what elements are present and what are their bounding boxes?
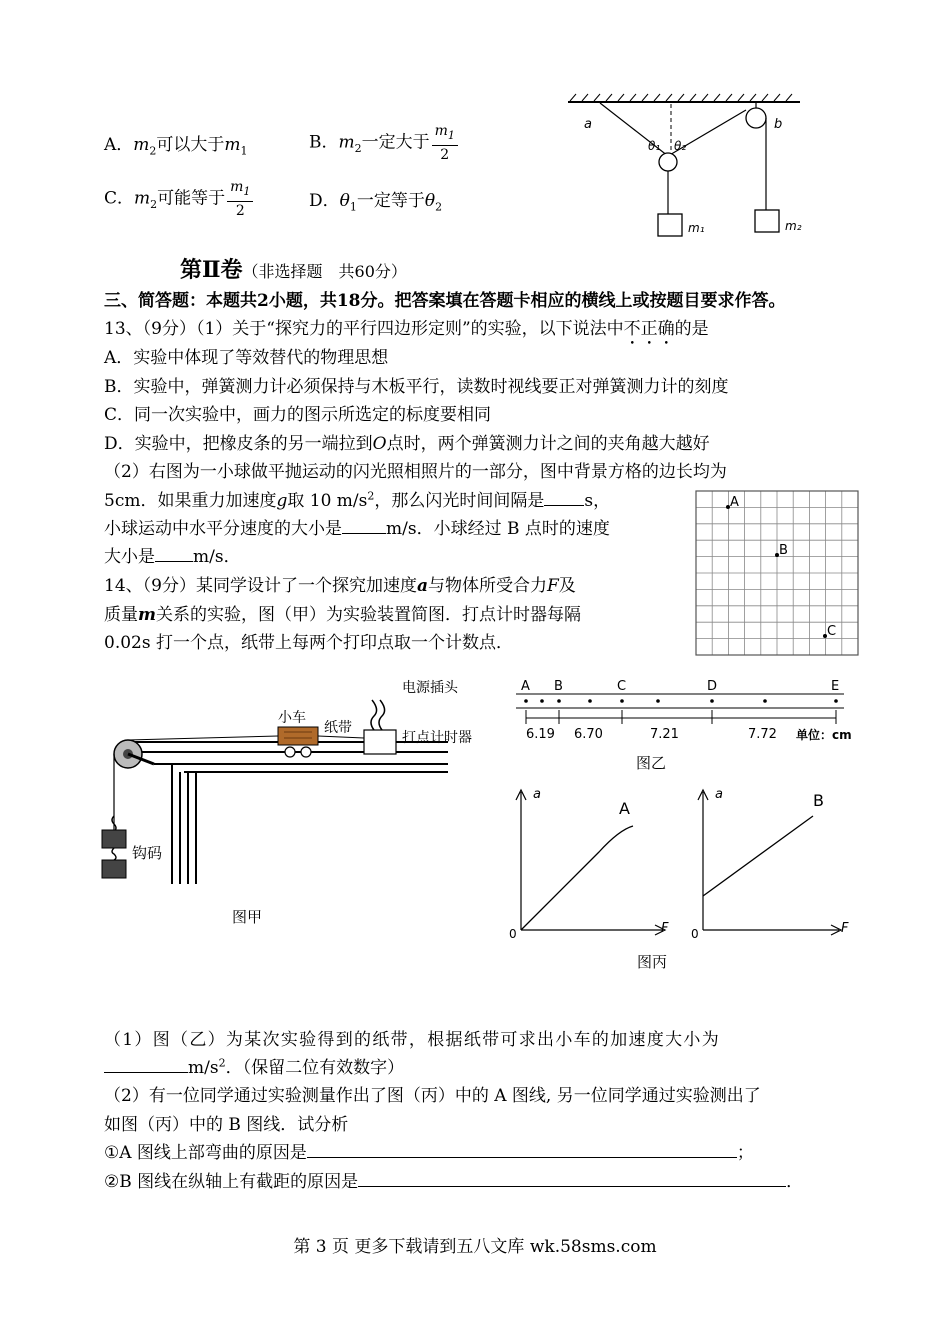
graph-b-y-label: a bbox=[715, 787, 723, 802]
q13-stem: 13、（9分）（1）关于“探究力的平行四边形定则”的实验，以下说法中不正确的是 bbox=[104, 319, 709, 339]
graph-a-origin: 0 bbox=[509, 927, 517, 941]
distance-de: 7.72 bbox=[748, 727, 777, 742]
label-point-c: C bbox=[827, 624, 837, 639]
paper-tape bbox=[318, 736, 364, 738]
string-horizontal bbox=[128, 736, 278, 740]
projectile-grid-figure bbox=[695, 490, 859, 656]
answer-blank-intercept-reason[interactable] bbox=[358, 1186, 786, 1187]
q13-option-a: A．实验中体现了等效替代的物理思想 bbox=[104, 348, 389, 368]
answer-blank-interval[interactable] bbox=[544, 505, 584, 506]
label-power-plug: 电源插头 bbox=[402, 680, 458, 696]
label-hook-weight: 钩码 bbox=[132, 844, 163, 862]
q14-part2-line1: （2）有一位同学通过实验测量作出了图（丙）中的 A 图线, 另一位同学通过实验测出了 bbox=[104, 1086, 761, 1106]
ceiling-hatch bbox=[570, 94, 792, 101]
power-cord-2 bbox=[379, 700, 385, 730]
graph-a-y-label: a bbox=[533, 787, 541, 802]
label-point-a: A bbox=[730, 495, 739, 510]
q14-line3: 0.02s 打一个点，纸带上每两个打印点取一个计数点． bbox=[104, 633, 513, 653]
q14-part1-line2: $m/s^2$．（保留二位有效数字） bbox=[104, 1053, 404, 1078]
graph-a-x-label: F bbox=[661, 921, 669, 936]
distance-bc: 6.70 bbox=[574, 727, 603, 742]
fraction-m1-over-2: $\frac{m_1}{2}$ bbox=[432, 122, 458, 164]
mass-m1 bbox=[658, 214, 682, 236]
answer-blank-b-speed[interactable] bbox=[155, 561, 193, 562]
q13-part2-line2: 5cm．如果重力加速度g取 10 $m/s^2$，那么闪光时间间隔是 s， bbox=[104, 489, 611, 511]
cart-wheel-2 bbox=[301, 747, 311, 757]
label-m2: m₂ bbox=[785, 219, 802, 233]
fixed-pulley bbox=[746, 108, 766, 128]
q13-option-c: C．同一次实验中，画力的图示所选定的标度要相同 bbox=[104, 405, 492, 425]
tape-label-d: D bbox=[707, 679, 718, 694]
label-a: a bbox=[584, 117, 592, 132]
label-tape: 纸带 bbox=[324, 720, 352, 736]
tape-label-e: E bbox=[831, 679, 840, 694]
tape-unit: 单位：cm bbox=[796, 728, 852, 742]
cart-wheel-1 bbox=[285, 747, 295, 757]
graph-b-line bbox=[703, 816, 813, 896]
answer-blank-acceleration[interactable] bbox=[104, 1072, 188, 1073]
hook2 bbox=[112, 848, 116, 860]
option-c: C．$m_2$可能等于 $\frac{m_1}{2}$ bbox=[104, 178, 253, 220]
tape-label-c: C bbox=[617, 679, 627, 694]
label-car: 小车 bbox=[278, 710, 306, 726]
q14-part2-line2: 如图（丙）中的 B 图线．试分析 bbox=[104, 1115, 349, 1135]
tape-label-b: B bbox=[554, 679, 563, 694]
option-b: B．$m_2$一定大于 $\frac{m_1}{2}$ bbox=[309, 122, 458, 164]
tape-distance-labels bbox=[526, 727, 777, 742]
label-timer: 打点计时器 bbox=[402, 730, 472, 746]
q14-part2-q2: ②B 图线在纵轴上有截距的原因是 ． bbox=[104, 1172, 804, 1192]
q14-line2: 质量m关系的实验，图（甲）为实验装置简图．打点计时器每隔 bbox=[104, 605, 581, 625]
q13-option-d: D．实验中，把橡皮条的另一端拉到O点时，两个弹簧测力计之间的夹角越大越好 bbox=[104, 434, 710, 454]
power-cord-1 bbox=[371, 700, 377, 730]
answer-blank-curve-reason[interactable] bbox=[307, 1157, 737, 1158]
caption-bing: 图丙 bbox=[637, 953, 668, 971]
label-theta2: θ₂ bbox=[674, 139, 687, 153]
caption-yi: 图乙 bbox=[636, 754, 667, 772]
tape-point-labels bbox=[521, 679, 839, 694]
option-d: D．$\theta_1$一定等于$\theta_2$ bbox=[309, 191, 443, 214]
apparatus-figure-jia bbox=[96, 672, 496, 932]
label-point-b: B bbox=[779, 543, 788, 558]
hook-weight-1 bbox=[102, 830, 126, 848]
label-b: b bbox=[774, 117, 783, 132]
graph-a-label: A bbox=[619, 799, 630, 818]
q13-option-b: B．实验中，弹簧测力计必须保持与木板平行，读数时视线要正对弹簧测力计的刻度 bbox=[104, 377, 729, 397]
tape-figure-yi bbox=[512, 676, 872, 776]
q13-part2-line1: （2）右图为一小球做平抛运动的闪光照相照片的一部分，图中背景方格的边长均为 bbox=[104, 462, 727, 482]
movable-pulley bbox=[659, 153, 677, 171]
fraction-m1-over-2: $\frac{m_1}{2}$ bbox=[227, 178, 253, 220]
graph-b-origin: 0 bbox=[691, 927, 699, 941]
distance-cd: 7.21 bbox=[650, 727, 679, 742]
mass-m2 bbox=[755, 210, 779, 232]
caption-jia: 图甲 bbox=[232, 908, 263, 926]
q14-line1: 14、（9分）某同学设计了一个探究加速度a与物体所受合力F及 bbox=[104, 576, 576, 596]
tape-label-a: A bbox=[521, 679, 530, 694]
timer-box bbox=[364, 730, 396, 754]
label-m1: m₁ bbox=[688, 221, 705, 235]
graphs-figure-bing bbox=[505, 782, 865, 977]
q13-part2-line4: 大小是 m/s． bbox=[104, 547, 241, 567]
hook-weight-2 bbox=[102, 860, 126, 878]
q14-part1-line1: （1）图（乙）为某次实验得到的纸带，根据纸带可求出小车的加速度大小为 bbox=[104, 1030, 721, 1050]
dimension-lines bbox=[526, 710, 836, 724]
pulley-figure bbox=[560, 92, 820, 244]
answer-blank-horizontal-speed[interactable] bbox=[342, 533, 386, 534]
page-footer: 第 3 页 更多下载请到五八文库 wk.58sms.com bbox=[293, 1237, 657, 1257]
distance-ab: 6.19 bbox=[526, 727, 555, 742]
section3-heading: 三、简答题：本题共2小题，共18分。把答案填在答题卡相应的横线上或按题目要求作答。 bbox=[104, 291, 786, 311]
label-theta1: θ₁ bbox=[648, 139, 661, 153]
q13-part2-line3: 小球运动中水平分速度的大小是 m/s．小球经过 B 点时的速度 bbox=[104, 519, 610, 539]
cart-body bbox=[278, 727, 318, 745]
graph-b-label: B bbox=[813, 791, 824, 810]
graph-b-x-label: F bbox=[841, 921, 849, 936]
graph-a-curve bbox=[521, 826, 633, 930]
section-title: 第Ⅱ卷（非选择题 共60分） bbox=[180, 257, 407, 283]
option-a: A．$m_2$可以大于$m_1$ bbox=[104, 135, 248, 158]
tape-dots bbox=[524, 699, 838, 703]
q14-part2-q1: ①A 图线上部弯曲的原因是 ； bbox=[104, 1143, 754, 1163]
